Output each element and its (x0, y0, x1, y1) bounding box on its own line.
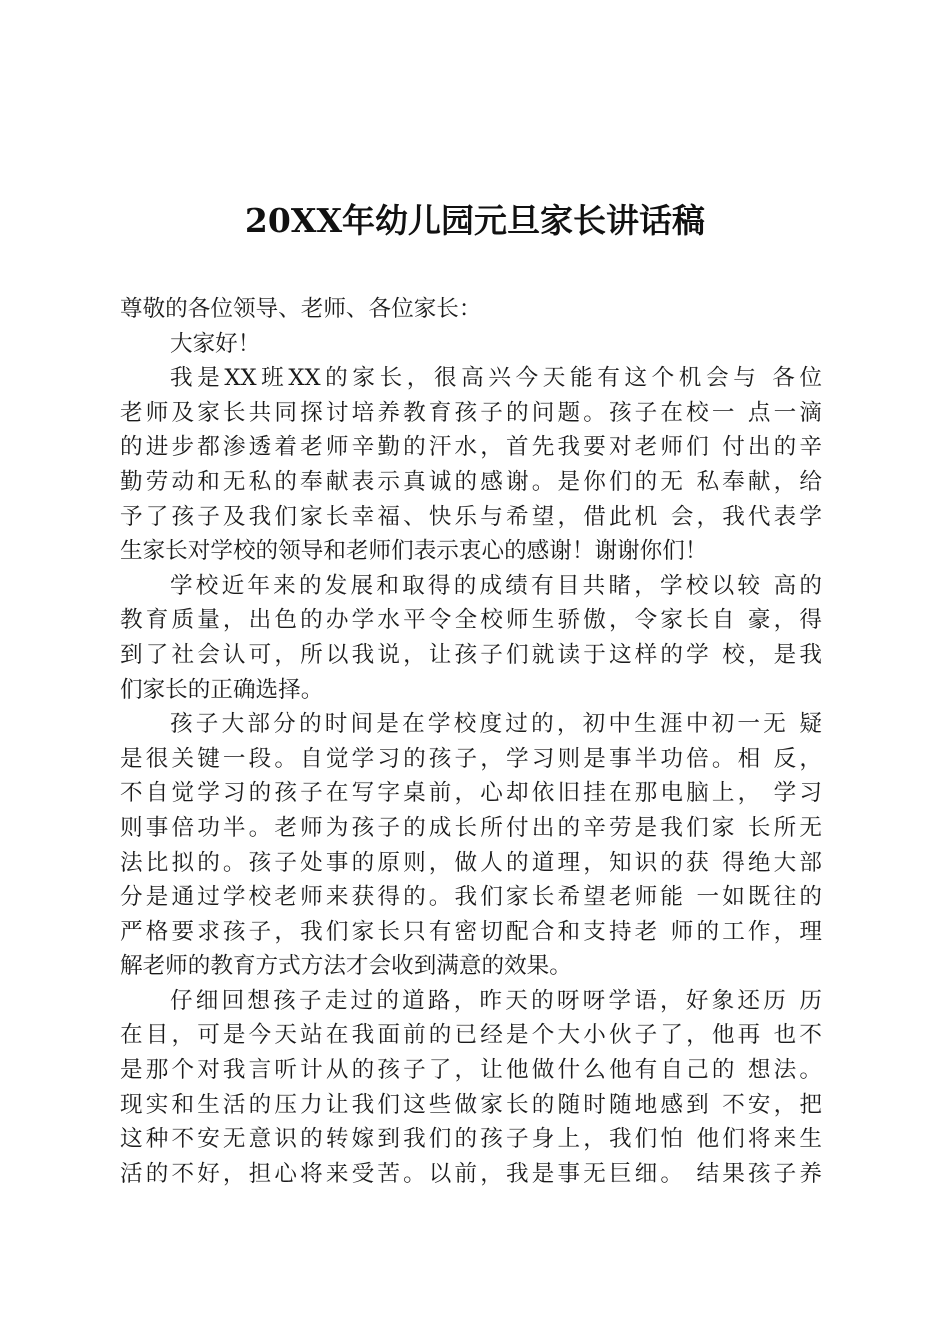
body-line: 予了孩子及我们家长幸福、快乐与希望，借此机 会，我代表学 (120, 503, 822, 530)
body-line: 勤劳动和无私的奉献表示真诚的感谢。是你们的无 私奉献，给 (120, 468, 822, 495)
body-line: 生家长对学校的领导和老师们表示衷心的感谢！谢谢你们！ (120, 538, 708, 565)
body-line: 教育质量，出色的办学水平令全校师生骄傲，令家长自 豪，得 (120, 607, 822, 634)
body-line: 学校近年来的发展和取得的成绩有目共睹，学校以较 高的 (170, 572, 822, 599)
body-line: 这种不安无意识的转嫁到我们的孩子身上，我们怕 他们将来生 (120, 1126, 822, 1153)
body-line: 孩子大部分的时间是在学校度过的，初中生涯中初一无 疑 (170, 711, 822, 738)
body-line: 是那个对我言听计从的孩子了，让他做什么他有自己的 想法。 (120, 1057, 822, 1084)
body-line: 在目，可是今天站在我面前的已经是个大小伙子了，他再 也不 (120, 1022, 822, 1049)
body-line: 现实和生活的压力让我们这些做家长的随时随地感到 不安，把 (120, 1091, 822, 1118)
body-line: 是很关键一段。自觉学习的孩子，学习则是事半功倍。相 反， (120, 745, 822, 772)
body-line: 严格要求孩子，我们家长只有密切配合和支持老 师的工作，理 (120, 918, 822, 945)
body-line: 解老师的教育方式方法才会收到满意的效果。 (120, 953, 572, 980)
body-line: 法比拟的。孩子处事的原则，做人的道理，知识的获 得绝大部 (120, 849, 822, 876)
salutation-line: 尊敬的各位领导、老师、各位家长： (120, 296, 482, 322)
body-line: 活的不好，担心将来受苦。以前，我是事无巨细。 结果孩子养 (120, 1160, 822, 1187)
body-line: 的进步都渗透着老师辛勤的汗水，首先我要对老师们 付出的辛 (120, 434, 822, 461)
document-body (120, 292, 822, 1191)
body-line: 仔细回想孩子走过的道路，昨天的呀呀学语，好象还历 历 (170, 987, 822, 1014)
body-line: 到了社会认可，所以我说，让孩子们就读于这样的学 校，是我 (120, 641, 822, 668)
body-line: 分是通过学校老师来获得的。我们家长希望老师能 一如既往的 (120, 884, 822, 911)
body-line: 我是XX班XX的家长，很高兴今天能有这个机会与 各位 (170, 365, 822, 392)
body-line: 不自觉学习的孩子在写字桌前，心却依旧挂在那电脑上， 学习 (120, 780, 822, 807)
body-line: 则事倍功半。老师为孩子的成长所付出的辛劳是我们家 长所无 (120, 814, 822, 841)
document-title: 20XX年幼儿园元旦家长讲话稿 (244, 201, 706, 240)
body-line: 们家长的正确选择。 (120, 676, 324, 703)
body-line: 大家好！ (170, 330, 261, 357)
body-line: 老师及家长共同探讨培养教育孩子的问题。孩子在校一 点一滴 (120, 399, 822, 426)
